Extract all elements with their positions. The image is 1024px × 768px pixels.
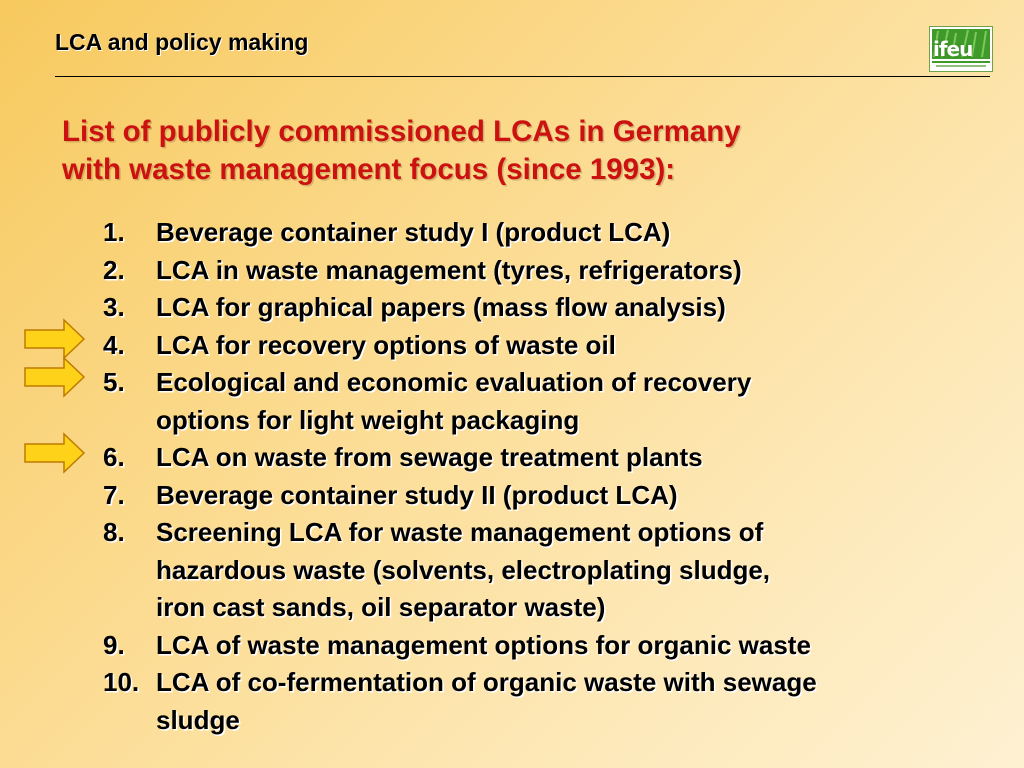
item-text: LCA in waste management (tyres, refrigerators)	[156, 254, 742, 285]
highlight-arrow-icon	[24, 432, 86, 474]
header-divider	[55, 76, 990, 77]
item-number: 3.	[103, 292, 125, 322]
item-text: Beverage container study II (product LCA)	[156, 479, 678, 510]
list-item	[103, 514, 966, 627]
slide-heading	[62, 113, 882, 189]
item-text-continued: options for light weight packaging	[156, 404, 580, 435]
item-number: 6.	[103, 442, 125, 472]
list-item	[103, 214, 966, 252]
highlight-arrow-icon	[24, 356, 86, 398]
item-number: 7.	[103, 479, 125, 510]
item-text: LCA on waste from sewage treatment plants	[156, 442, 703, 472]
heading-line-1: List of publicly commissioned LCAs in Germany	[62, 115, 741, 148]
slide-header-title: LCA and policy making	[55, 29, 309, 55]
item-text: LCA for recovery options of waste oil	[156, 329, 616, 360]
item-text: LCA of waste management options for organic waste	[156, 629, 811, 660]
item-text: Ecological and economic evaluation of recovery	[156, 367, 752, 397]
item-text-continued: iron cast sands, oil separator waste)	[156, 592, 606, 622]
item-number: 9.	[103, 629, 125, 660]
item-text-continued: hazardous waste (solvents, electroplating sludge,	[156, 554, 771, 585]
highlight-arrow-icon	[24, 318, 86, 360]
ifeu-logo	[929, 26, 993, 72]
item-text: LCA for graphical papers (mass flow analysis)	[156, 292, 726, 322]
item-number: 5.	[103, 367, 125, 397]
list-item	[103, 327, 966, 365]
item-number: 10.	[103, 667, 140, 697]
list-item	[103, 477, 966, 515]
list-item	[103, 439, 966, 477]
list-item	[103, 364, 966, 439]
item-number: 1.	[103, 217, 125, 247]
item-number: 8.	[103, 517, 125, 547]
lca-study-list	[103, 214, 966, 739]
list-item	[103, 252, 966, 290]
logo-text: ifeu	[933, 37, 973, 61]
list-item	[103, 289, 966, 327]
heading-line-2: with waste management focus (since 1993):	[62, 153, 676, 186]
item-text: Beverage container study I (product LCA)	[156, 217, 671, 247]
item-text-continued: sludge	[156, 704, 240, 735]
list-item	[103, 664, 966, 739]
item-number: 4.	[103, 329, 125, 360]
item-text: LCA of co-fermentation of organic waste with sewage	[156, 667, 817, 697]
item-number: 2.	[103, 254, 125, 285]
list-item	[103, 627, 966, 665]
item-text: Screening LCA for waste management options of	[156, 517, 764, 547]
